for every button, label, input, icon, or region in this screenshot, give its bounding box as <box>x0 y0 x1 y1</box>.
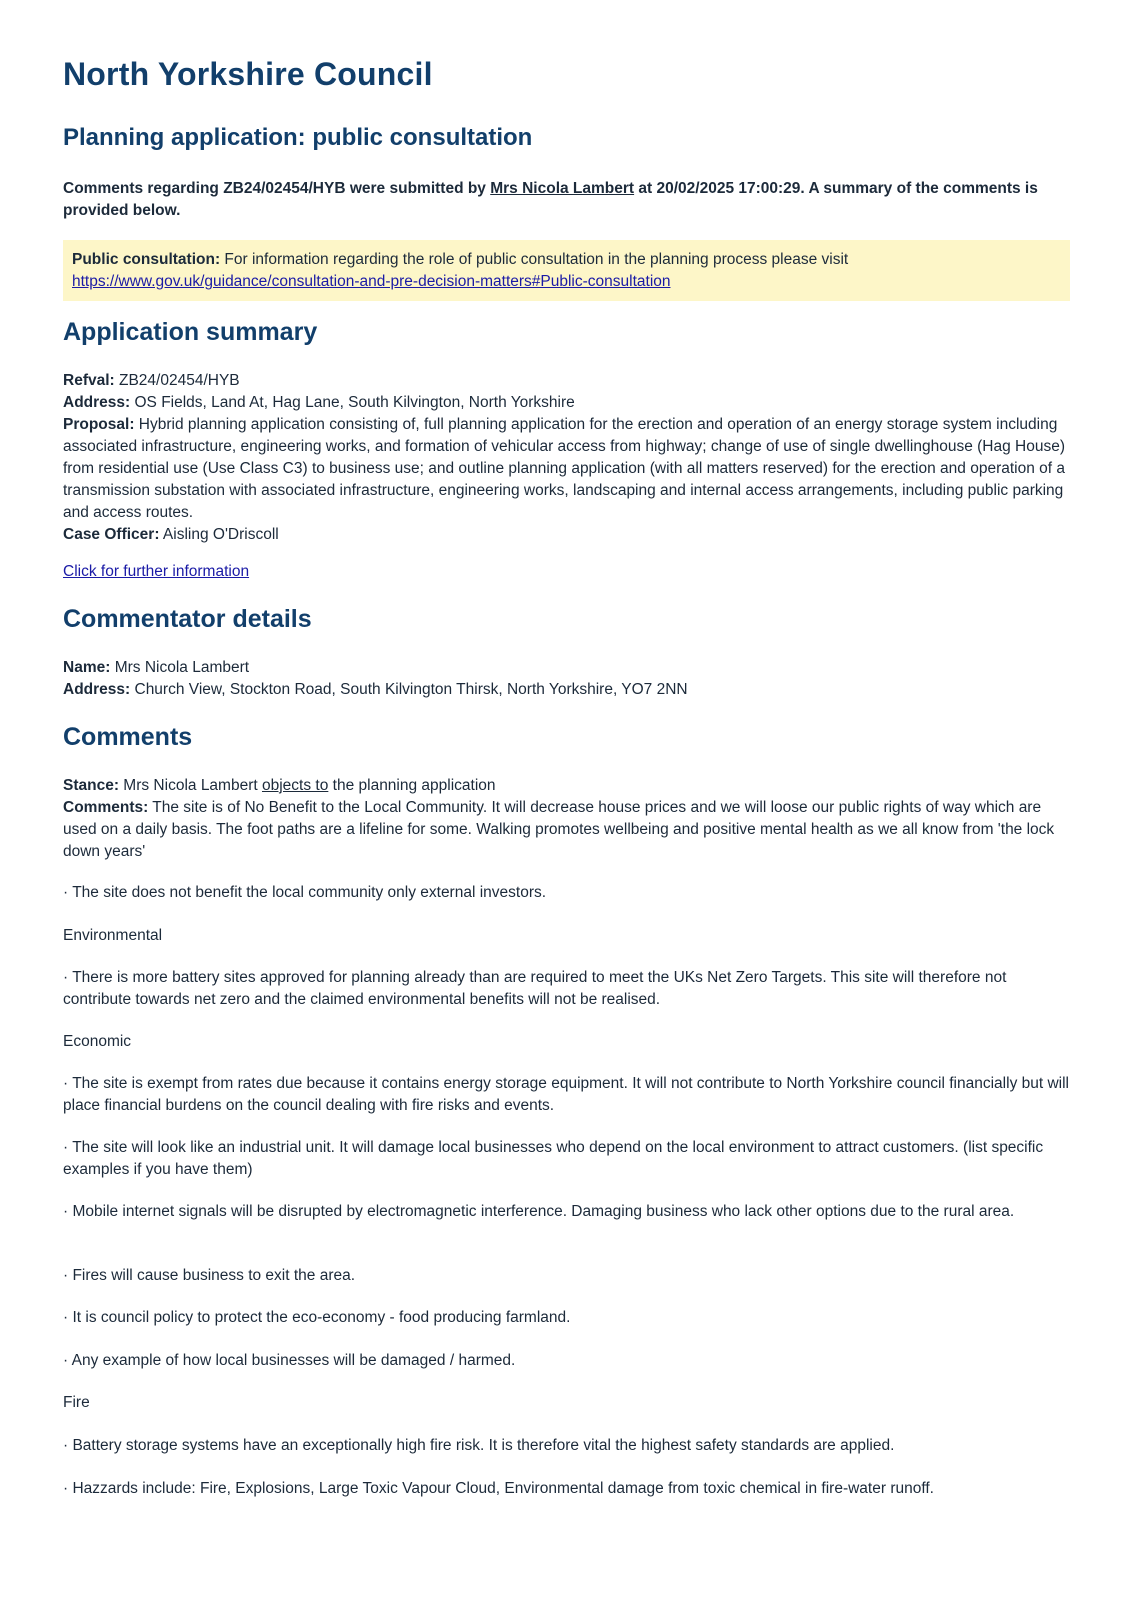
case-officer-row <box>63 524 1070 546</box>
address-value: OS Fields, Land At, Hag Lane, South Kilvington, North Yorkshire <box>130 394 575 411</box>
commentator-address-row <box>63 679 1070 701</box>
page-subtitle: Planning application: public consultation <box>63 124 533 151</box>
comment-point-4: · The site will look like an industrial unit. It will damage local businesses who depend on the local environment to attract customers. (list specific examples if you have them) <box>63 1139 1044 1178</box>
consultation-guidance-link[interactable]: https://www.gov.uk/guidance/consultation-and-pre-decision-matters#Public-consultation <box>72 273 671 290</box>
consultation-text: For information regarding the role of public consultation in the planning process please visit <box>220 251 849 268</box>
comment-point-9: · Battery storage systems have an exceptionally high fire risk. It is therefore vital the highest safety standards are applied. <box>63 1437 895 1454</box>
economic-heading: Economic <box>63 1033 132 1050</box>
comment-point-3: · The site is exempt from rates due because it contains energy storage equipment. It will not contribute to North Yorkshire council financially but will place financial burdens on the council dealing with fire risks and events. <box>63 1075 1070 1114</box>
comments-intro <box>63 797 1070 863</box>
case-officer-value: Aisling O'Driscoll <box>159 526 279 543</box>
refval-label: Refval: <box>63 372 115 389</box>
refval-row <box>63 370 1070 392</box>
refval-value: ZB24/02454/HYB <box>114 372 240 389</box>
fire-heading: Fire <box>63 1394 90 1411</box>
application-summary-heading: Application summary <box>63 318 318 346</box>
consultation-label: Public consultation: <box>72 251 221 268</box>
further-info-row <box>63 561 1070 583</box>
environmental-heading: Environmental <box>63 927 163 944</box>
stance-row <box>63 775 1070 797</box>
comment-point-6: · Fires will cause business to exit the area. <box>63 1267 356 1284</box>
comments-heading: Comments <box>63 723 193 751</box>
submission-prefix: Comments regarding ZB24/02454/HYB were submitted by <box>63 180 491 197</box>
address-label: Address: <box>63 394 131 411</box>
comments-intro-text: The site is of No Benefit to the Local Community. It will decrease house prices and we will loose our public rights of way which are used on a daily basis. The foot paths are a lifeline for some. Walking promotes wellbeing and positive mental health as we all know from 'the lock down years' <box>63 799 1055 860</box>
comment-point-10: · Hazzards include: Fire, Explosions, Large Toxic Vapour Cloud, Environmental damage from toxic chemical in fire-water runoff. <box>63 1480 934 1497</box>
comment-point-1: · The site does not benefit the local community only external investors. <box>63 884 547 901</box>
comment-point-5: · Mobile internet signals will be disrupted by electromagnetic interference. Damaging business who lack other options due to the rural area. <box>63 1203 1015 1220</box>
proposal-row <box>63 414 1070 524</box>
commentator-name-label: Name: <box>63 659 111 676</box>
commentator-details-heading: Commentator details <box>63 605 312 633</box>
application-summary-details <box>63 370 1070 546</box>
proposal-label: Proposal: <box>63 416 135 433</box>
commentator-address-label: Address: <box>63 681 131 698</box>
commentator-name-row <box>63 657 1070 679</box>
stance-rest: the planning application <box>328 777 496 794</box>
comment-point-2: · There is more battery sites approved for planning already than are required to meet the UKs Net Zero Targets. This site will therefore not contribute towards net zero and the claimed environmental benefits will not be realised. <box>63 969 1007 1008</box>
comments-body <box>63 775 1070 863</box>
stance-verb: objects to <box>261 777 329 794</box>
address-row <box>63 392 1070 414</box>
case-officer-label: Case Officer: <box>63 526 160 543</box>
comments-label: Comments: <box>63 799 149 816</box>
council-title: North Yorkshire Council <box>63 56 433 92</box>
comment-point-7: · It is council policy to protect the eco-economy - food producing farmland. <box>63 1309 571 1326</box>
stance-label: Stance: <box>63 777 119 794</box>
public-consultation-notice <box>63 240 1070 301</box>
commentator-address-value: Church View, Stockton Road, South Kilvington Thirsk, North Yorkshire, YO7 2NN <box>130 681 688 698</box>
commentator-name-link[interactable]: Mrs Nicola Lambert <box>490 180 635 197</box>
stance-name: Mrs Nicola Lambert <box>119 777 262 794</box>
proposal-value: Hybrid planning application consisting of, full planning application for the erection and operation of an energy storage system including associated infrastructure, engineering works, and formation of vehicular access from highway; change of use of single dwellinghouse (Hag House) from residential use (Use Class C3) to business use; and outline planning application (with all matters reserved) for the erection and operation of a transmission substation with associated infrastructure, engineering works, landscaping and internal access arrangements, including public parking and access routes. <box>63 416 1066 521</box>
comment-point-8: · Any example of how local businesses will be damaged / harmed. <box>63 1352 516 1369</box>
commentator-details <box>63 657 1070 701</box>
further-information-link[interactable]: Click for further information <box>63 563 250 580</box>
submission-summary <box>63 178 1070 222</box>
submission-suffix: at 20/02/2025 17:00:29. A summary of the comments is provided below. <box>63 180 1038 219</box>
commentator-name-value: Mrs Nicola Lambert <box>110 659 250 676</box>
